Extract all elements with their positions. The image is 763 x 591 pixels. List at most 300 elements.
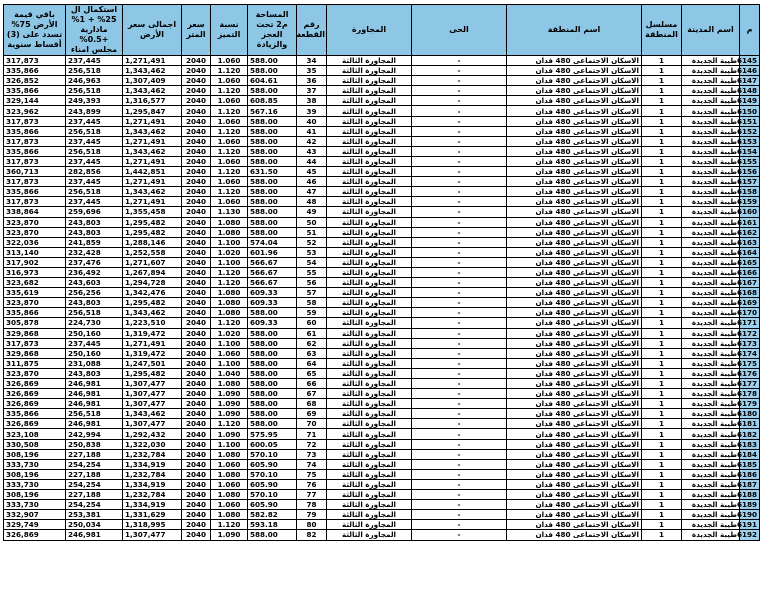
cell-area: الاسكان الاجتماعى 480 فدان <box>507 439 642 449</box>
cell-city: طيبة الجديدة <box>682 86 740 96</box>
cell-neighborhood: المجاورة الثالثة <box>327 207 412 217</box>
cell-city: طيبة الجديدة <box>682 177 740 187</box>
cell-size: 588.00 <box>248 56 297 66</box>
cell-price-m: 2040 <box>182 86 211 96</box>
cell-plot: 61 <box>297 328 327 338</box>
cell-serial: 1 <box>642 348 682 358</box>
cell-m: 6176 <box>740 368 760 378</box>
cell-city: طيبة الجديدة <box>682 459 740 469</box>
cell-total: 1,247,501 <box>123 358 182 368</box>
cell-deposit: 256,518 <box>66 66 123 76</box>
cell-remaining: 326,869 <box>4 389 66 399</box>
cell-neighborhood: المجاورة الثالثة <box>327 379 412 389</box>
cell-district: - <box>412 348 507 358</box>
cell-district: - <box>412 298 507 308</box>
cell-plot: 34 <box>297 56 327 66</box>
cell-remaining: 326,869 <box>4 530 66 540</box>
cell-size: 588.00 <box>248 358 297 368</box>
table-row <box>4 358 760 368</box>
cell-deposit: 237,445 <box>66 116 123 126</box>
cell-city: طيبة الجديدة <box>682 278 740 288</box>
cell-ratio: 1.060 <box>211 96 248 106</box>
cell-size: 588.00 <box>248 207 297 217</box>
table-row <box>4 267 760 277</box>
cell-size: 588.00 <box>248 328 297 338</box>
cell-district: - <box>412 409 507 419</box>
cell-district: - <box>412 318 507 328</box>
cell-area: الاسكان الاجتماعى 480 فدان <box>507 479 642 489</box>
cell-neighborhood: المجاورة الثالثة <box>327 247 412 257</box>
cell-remaining: 308,196 <box>4 449 66 459</box>
cell-serial: 1 <box>642 197 682 207</box>
cell-serial: 1 <box>642 318 682 328</box>
cell-total: 1,316,577 <box>123 96 182 106</box>
cell-deposit: 242,994 <box>66 429 123 439</box>
cell-city: طيبة الجديدة <box>682 520 740 530</box>
cell-district: - <box>412 136 507 146</box>
cell-deposit: 237,476 <box>66 257 123 267</box>
cell-neighborhood: المجاورة الثالثة <box>327 409 412 419</box>
cell-area: الاسكان الاجتماعى 480 فدان <box>507 197 642 207</box>
cell-neighborhood: المجاورة الثالثة <box>327 116 412 126</box>
cell-price-m: 2040 <box>182 267 211 277</box>
cell-area: الاسكان الاجتماعى 480 فدان <box>507 207 642 217</box>
cell-ratio: 1.130 <box>211 207 248 217</box>
cell-remaining: 335,866 <box>4 126 66 136</box>
cell-area: الاسكان الاجتماعى 480 فدان <box>507 126 642 136</box>
cell-m: 6170 <box>740 308 760 318</box>
cell-city: طيبة الجديدة <box>682 328 740 338</box>
cell-area: الاسكان الاجتماعى 480 فدان <box>507 86 642 96</box>
cell-ratio: 1.120 <box>211 167 248 177</box>
cell-deposit: 256,518 <box>66 126 123 136</box>
cell-area: الاسكان الاجتماعى 480 فدان <box>507 298 642 308</box>
cell-area: الاسكان الاجتماعى 480 فدان <box>507 217 642 227</box>
cell-area: الاسكان الاجتماعى 480 فدان <box>507 429 642 439</box>
cell-size: 574.04 <box>248 237 297 247</box>
cell-district: - <box>412 167 507 177</box>
cell-size: 588.00 <box>248 217 297 227</box>
cell-price-m: 2040 <box>182 318 211 328</box>
cell-serial: 1 <box>642 368 682 378</box>
cell-district: - <box>412 500 507 510</box>
table-row <box>4 520 760 530</box>
cell-remaining: 311,875 <box>4 358 66 368</box>
cell-ratio: 1.120 <box>211 126 248 136</box>
header-district: الحى <box>412 5 507 56</box>
cell-total: 1,307,477 <box>123 389 182 399</box>
cell-plot: 77 <box>297 490 327 500</box>
cell-serial: 1 <box>642 459 682 469</box>
cell-total: 1,343,462 <box>123 308 182 318</box>
cell-size: 570.10 <box>248 469 297 479</box>
table-row <box>4 146 760 156</box>
cell-m: 6191 <box>740 520 760 530</box>
cell-ratio: 1.060 <box>211 136 248 146</box>
cell-price-m: 2040 <box>182 96 211 106</box>
cell-plot: 72 <box>297 439 327 449</box>
cell-neighborhood: المجاورة الثالثة <box>327 267 412 277</box>
cell-price-m: 2040 <box>182 469 211 479</box>
cell-district: - <box>412 479 507 489</box>
cell-city: طيبة الجديدة <box>682 56 740 66</box>
cell-price-m: 2040 <box>182 217 211 227</box>
cell-price-m: 2040 <box>182 379 211 389</box>
cell-total: 1,307,477 <box>123 379 182 389</box>
cell-total: 1,223,510 <box>123 318 182 328</box>
cell-district: - <box>412 247 507 257</box>
cell-area: الاسكان الاجتماعى 480 فدان <box>507 328 642 338</box>
table-row <box>4 207 760 217</box>
cell-neighborhood: المجاورة الثالثة <box>327 419 412 429</box>
cell-serial: 1 <box>642 389 682 399</box>
cell-ratio: 1.020 <box>211 247 248 257</box>
cell-area: الاسكان الاجتماعى 480 فدان <box>507 146 642 156</box>
cell-city: طيبة الجديدة <box>682 106 740 116</box>
cell-serial: 1 <box>642 490 682 500</box>
cell-remaining: 326,852 <box>4 76 66 86</box>
cell-price-m: 2040 <box>182 237 211 247</box>
cell-size: 605.90 <box>248 459 297 469</box>
cell-city: طيبة الجديدة <box>682 76 740 86</box>
cell-serial: 1 <box>642 207 682 217</box>
cell-ratio: 1.090 <box>211 429 248 439</box>
cell-price-m: 2040 <box>182 500 211 510</box>
cell-remaining: 317,873 <box>4 136 66 146</box>
header-plot: رقم القطعة <box>297 5 327 56</box>
cell-size: 570.10 <box>248 449 297 459</box>
cell-price-m: 2040 <box>182 368 211 378</box>
cell-size: 570.10 <box>248 490 297 500</box>
cell-deposit: 243,899 <box>66 106 123 116</box>
cell-neighborhood: المجاورة الثالثة <box>327 278 412 288</box>
cell-district: - <box>412 328 507 338</box>
cell-deposit: 241,859 <box>66 237 123 247</box>
table-row <box>4 247 760 257</box>
cell-area: الاسكان الاجتماعى 480 فدان <box>507 490 642 500</box>
cell-city: طيبة الجديدة <box>682 247 740 257</box>
table-row <box>4 116 760 126</box>
cell-city: طيبة الجديدة <box>682 197 740 207</box>
cell-total: 1,331,629 <box>123 510 182 520</box>
table-row <box>4 278 760 288</box>
cell-serial: 1 <box>642 520 682 530</box>
table-row <box>4 106 760 116</box>
cell-total: 1,334,919 <box>123 479 182 489</box>
cell-remaining: 308,196 <box>4 490 66 500</box>
cell-neighborhood: المجاورة الثالثة <box>327 318 412 328</box>
cell-remaining: 335,866 <box>4 66 66 76</box>
cell-serial: 1 <box>642 479 682 489</box>
cell-price-m: 2040 <box>182 429 211 439</box>
cell-neighborhood: المجاورة الثالثة <box>327 399 412 409</box>
cell-serial: 1 <box>642 86 682 96</box>
cell-neighborhood: المجاورة الثالثة <box>327 338 412 348</box>
cell-serial: 1 <box>642 358 682 368</box>
cell-size: 588.00 <box>248 66 297 76</box>
cell-price-m: 2040 <box>182 197 211 207</box>
cell-district: - <box>412 449 507 459</box>
cell-deposit: 237,445 <box>66 136 123 146</box>
cell-size: 588.00 <box>248 389 297 399</box>
cell-area: الاسكان الاجتماعى 480 فدان <box>507 469 642 479</box>
cell-area: الاسكان الاجتماعى 480 فدان <box>507 247 642 257</box>
cell-ratio: 1.080 <box>211 469 248 479</box>
cell-m: 6167 <box>740 278 760 288</box>
cell-m: 6192 <box>740 530 760 540</box>
cell-size: 588.00 <box>248 419 297 429</box>
header-deposit: استكمال ال 25% + 1% مادارية +0.5% مجلس امناء <box>66 5 123 56</box>
cell-m: 6178 <box>740 389 760 399</box>
cell-ratio: 1.080 <box>211 288 248 298</box>
cell-plot: 58 <box>297 298 327 308</box>
cell-ratio: 1.100 <box>211 257 248 267</box>
cell-remaining: 313,140 <box>4 247 66 257</box>
cell-total: 1,343,462 <box>123 187 182 197</box>
cell-remaining: 308,196 <box>4 469 66 479</box>
cell-remaining: 317,873 <box>4 338 66 348</box>
cell-size: 588.00 <box>248 197 297 207</box>
cell-neighborhood: المجاورة الثالثة <box>327 177 412 187</box>
cell-district: - <box>412 177 507 187</box>
cell-area: الاسكان الاجتماعى 480 فدان <box>507 399 642 409</box>
cell-district: - <box>412 66 507 76</box>
cell-district: - <box>412 510 507 520</box>
cell-price-m: 2040 <box>182 136 211 146</box>
cell-m: 6148 <box>740 86 760 96</box>
cell-district: - <box>412 368 507 378</box>
cell-deposit: 224,730 <box>66 318 123 328</box>
cell-area: الاسكان الاجتماعى 480 فدان <box>507 136 642 146</box>
cell-plot: 70 <box>297 419 327 429</box>
cell-size: 588.00 <box>248 177 297 187</box>
cell-m: 6150 <box>740 106 760 116</box>
cell-price-m: 2040 <box>182 126 211 136</box>
cell-ratio: 1.060 <box>211 348 248 358</box>
table-body <box>4 56 760 541</box>
cell-city: طيبة الجديدة <box>682 318 740 328</box>
cell-remaining: 330,508 <box>4 439 66 449</box>
cell-area: الاسكان الاجتماعى 480 فدان <box>507 520 642 530</box>
header-total: اجمالى سعر الأرض <box>123 5 182 56</box>
cell-area: الاسكان الاجتماعى 480 فدان <box>507 237 642 247</box>
cell-district: - <box>412 197 507 207</box>
cell-district: - <box>412 429 507 439</box>
cell-deposit: 246,981 <box>66 530 123 540</box>
cell-total: 1,322,030 <box>123 439 182 449</box>
cell-neighborhood: المجاورة الثالثة <box>327 257 412 267</box>
cell-remaining: 338,864 <box>4 207 66 217</box>
cell-district: - <box>412 338 507 348</box>
cell-price-m: 2040 <box>182 389 211 399</box>
cell-size: 588.00 <box>248 308 297 318</box>
cell-serial: 1 <box>642 227 682 237</box>
cell-ratio: 1.120 <box>211 318 248 328</box>
cell-total: 1,343,462 <box>123 86 182 96</box>
cell-area: الاسكان الاجتماعى 480 فدان <box>507 389 642 399</box>
cell-district: - <box>412 308 507 318</box>
cell-remaining: 332,907 <box>4 510 66 520</box>
cell-ratio: 1.100 <box>211 439 248 449</box>
cell-city: طيبة الجديدة <box>682 500 740 510</box>
cell-ratio: 1.080 <box>211 379 248 389</box>
cell-neighborhood: المجاورة الثالثة <box>327 126 412 136</box>
cell-m: 6171 <box>740 318 760 328</box>
cell-m: 6151 <box>740 116 760 126</box>
cell-ratio: 1.120 <box>211 86 248 96</box>
table-row <box>4 379 760 389</box>
cell-deposit: 246,981 <box>66 399 123 409</box>
cell-plot: 41 <box>297 126 327 136</box>
cell-remaining: 317,902 <box>4 257 66 267</box>
cell-ratio: 1.090 <box>211 530 248 540</box>
cell-m: 6159 <box>740 197 760 207</box>
cell-serial: 1 <box>642 116 682 126</box>
cell-city: طيبة الجديدة <box>682 116 740 126</box>
cell-size: 566.67 <box>248 278 297 288</box>
cell-plot: 57 <box>297 288 327 298</box>
cell-district: - <box>412 56 507 66</box>
cell-remaining: 326,869 <box>4 379 66 389</box>
cell-remaining: 317,873 <box>4 197 66 207</box>
cell-price-m: 2040 <box>182 409 211 419</box>
table-row <box>4 308 760 318</box>
cell-total: 1,319,472 <box>123 328 182 338</box>
cell-plot: 52 <box>297 237 327 247</box>
cell-district: - <box>412 267 507 277</box>
table-row <box>4 177 760 187</box>
cell-price-m: 2040 <box>182 358 211 368</box>
cell-ratio: 1.100 <box>211 358 248 368</box>
cell-size: 588.00 <box>248 187 297 197</box>
table-row <box>4 217 760 227</box>
cell-ratio: 1.080 <box>211 510 248 520</box>
cell-plot: 71 <box>297 429 327 439</box>
cell-district: - <box>412 520 507 530</box>
cell-ratio: 1.120 <box>211 419 248 429</box>
cell-plot: 78 <box>297 500 327 510</box>
cell-price-m: 2040 <box>182 520 211 530</box>
cell-m: 6186 <box>740 469 760 479</box>
cell-m: 6172 <box>740 328 760 338</box>
cell-city: طيبة الجديدة <box>682 348 740 358</box>
cell-ratio: 1.040 <box>211 368 248 378</box>
cell-area: الاسكان الاجتماعى 480 فدان <box>507 308 642 318</box>
cell-neighborhood: المجاورة الثالثة <box>327 237 412 247</box>
cell-neighborhood: المجاورة الثالثة <box>327 96 412 106</box>
cell-area: الاسكان الاجتماعى 480 فدان <box>507 530 642 540</box>
cell-m: 6182 <box>740 429 760 439</box>
cell-price-m: 2040 <box>182 167 211 177</box>
table-row <box>4 530 760 540</box>
cell-neighborhood: المجاورة الثالثة <box>327 368 412 378</box>
cell-total: 1,334,919 <box>123 500 182 510</box>
cell-remaining: 323,962 <box>4 106 66 116</box>
cell-size: 604.61 <box>248 76 297 86</box>
cell-neighborhood: المجاورة الثالثة <box>327 520 412 530</box>
cell-plot: 51 <box>297 227 327 237</box>
cell-serial: 1 <box>642 56 682 66</box>
cell-plot: 74 <box>297 459 327 469</box>
cell-serial: 1 <box>642 469 682 479</box>
table-row <box>4 96 760 106</box>
cell-city: طيبة الجديدة <box>682 379 740 389</box>
cell-plot: 79 <box>297 510 327 520</box>
cell-district: - <box>412 217 507 227</box>
cell-m: 6147 <box>740 76 760 86</box>
cell-serial: 1 <box>642 278 682 288</box>
cell-neighborhood: المجاورة الثالثة <box>327 449 412 459</box>
cell-deposit: 243,803 <box>66 298 123 308</box>
cell-size: 588.00 <box>248 116 297 126</box>
cell-m: 6155 <box>740 156 760 166</box>
cell-plot: 65 <box>297 368 327 378</box>
cell-total: 1,271,491 <box>123 197 182 207</box>
cell-ratio: 1.060 <box>211 76 248 86</box>
cell-district: - <box>412 389 507 399</box>
cell-area: الاسكان الاجتماعى 480 فدان <box>507 409 642 419</box>
cell-deposit: 237,445 <box>66 156 123 166</box>
table-row <box>4 469 760 479</box>
cell-area: الاسكان الاجتماعى 480 فدان <box>507 56 642 66</box>
cell-city: طيبة الجديدة <box>682 399 740 409</box>
cell-area: الاسكان الاجتماعى 480 فدان <box>507 379 642 389</box>
cell-area: الاسكان الاجتماعى 480 فدان <box>507 116 642 126</box>
cell-total: 1,288,146 <box>123 237 182 247</box>
cell-serial: 1 <box>642 136 682 146</box>
cell-size: 588.00 <box>248 156 297 166</box>
cell-city: طيبة الجديدة <box>682 308 740 318</box>
cell-district: - <box>412 257 507 267</box>
cell-size: 609.33 <box>248 288 297 298</box>
cell-district: - <box>412 358 507 368</box>
table-row <box>4 197 760 207</box>
cell-remaining: 335,866 <box>4 308 66 318</box>
cell-price-m: 2040 <box>182 348 211 358</box>
cell-ratio: 1.090 <box>211 389 248 399</box>
cell-total: 1,295,482 <box>123 217 182 227</box>
cell-district: - <box>412 76 507 86</box>
cell-plot: 43 <box>297 146 327 156</box>
cell-neighborhood: المجاورة الثالثة <box>327 227 412 237</box>
cell-price-m: 2040 <box>182 106 211 116</box>
cell-deposit: 256,518 <box>66 187 123 197</box>
cell-size: 567.16 <box>248 106 297 116</box>
table-row <box>4 227 760 237</box>
cell-neighborhood: المجاورة الثالثة <box>327 348 412 358</box>
cell-serial: 1 <box>642 237 682 247</box>
cell-neighborhood: المجاورة الثالثة <box>327 167 412 177</box>
table-row <box>4 500 760 510</box>
cell-area: الاسكان الاجتماعى 480 فدان <box>507 278 642 288</box>
cell-serial: 1 <box>642 267 682 277</box>
cell-deposit: 250,160 <box>66 348 123 358</box>
cell-district: - <box>412 106 507 116</box>
cell-total: 1,307,409 <box>123 76 182 86</box>
price-sheet <box>3 4 759 587</box>
cell-city: طيبة الجديدة <box>682 257 740 267</box>
cell-ratio: 1.060 <box>211 197 248 207</box>
cell-neighborhood: المجاورة الثالثة <box>327 510 412 520</box>
cell-size: 609.33 <box>248 318 297 328</box>
cell-size: 588.00 <box>248 146 297 156</box>
cell-deposit: 254,254 <box>66 479 123 489</box>
cell-city: طيبة الجديدة <box>682 389 740 399</box>
cell-price-m: 2040 <box>182 399 211 409</box>
cell-m: 6169 <box>740 298 760 308</box>
cell-size: 588.00 <box>248 227 297 237</box>
cell-m: 6164 <box>740 247 760 257</box>
